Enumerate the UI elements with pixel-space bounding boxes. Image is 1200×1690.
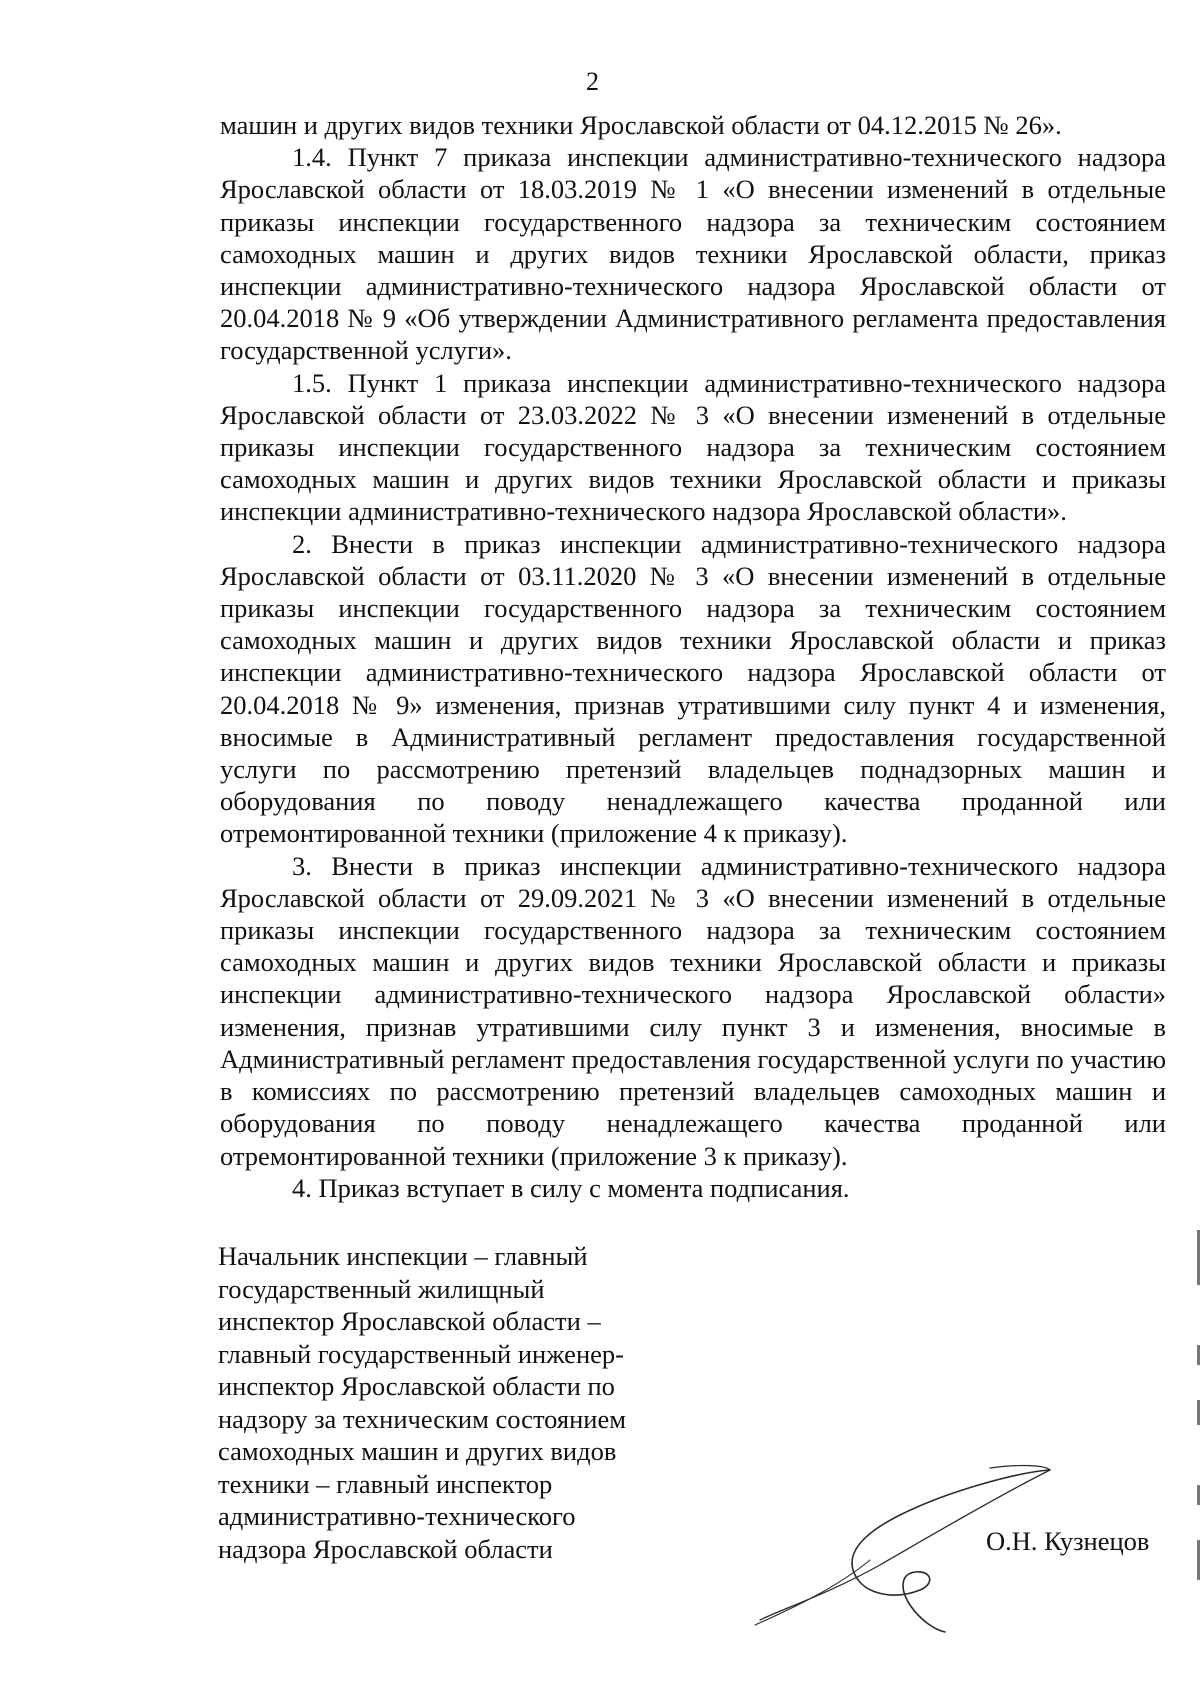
signatory-title-line: инспектор Ярославской области –: [218, 1306, 601, 1336]
paragraph-4: 4. Приказ вступает в силу с момента подписания.: [292, 1172, 850, 1203]
signatory-title-line: главный государственный инженер-: [218, 1338, 624, 1369]
paragraph-continuation: машин и других видов техники Ярославской области от 04.12.2015 № 26».: [220, 110, 1062, 140]
signatory-name: О.Н. Кузнецов: [986, 1526, 1150, 1556]
paragraph-1-4: 1.4. Пункт 7 приказа инспекции административно-технического надзора Ярославской области от 18.03.2019 № 1 «О внесении изменений в отдельные приказы инспекции государственного надзора за техническим состоянием самоходных машин и других видов техники Ярославской области, приказ инспекции административно-технического надзора Ярославской области от 20.04.2018 № 9 «Об утверждении Административного регламента предоставления государственной услуги».: [220, 142, 1166, 366]
document-body: [220, 109, 1166, 1204]
signatory-title-line: техники – главный инспектор: [218, 1468, 553, 1499]
paragraph-2: 2. Внести в приказ инспекции административно-технического надзора Ярославской области от 03.11.2020 № 3 «О внесении изменений в отдельные приказы инспекции государственного надзора за техническим состоянием самоходных машин и других видов техники Ярославской области и приказ инспекции административно-технического надзора Ярославской области от 20.04.2018 № 9» изменения, признав утратившими силу пункт 4 и изменения, вносимые в Административный регламент предоставления государственной услуги по рассмотрению претензий владельцев поднадзорных машин и оборудования по поводу ненадлежащего качества проданной или отремонтированной техники (приложение 4 к приказу).: [220, 528, 1166, 849]
signatory-title-line: самоходных машин и других видов: [218, 1436, 617, 1466]
signatory-title-line: административно-технического: [218, 1501, 576, 1531]
paragraph-3: 3. Внести в приказ инспекции административно-технического надзора Ярославской области от 29.09.2021 № 3 «О внесении изменений в отдельные приказы инспекции государственного надзора за техническим состоянием самоходных машин и других видов техники Ярославской области и приказы инспекции административно-технического надзора Ярославской области» изменения, признав утратившими силу пункт 3 и изменения, вносимые в Административный регламент предоставления государственной услуги по участию в комиссиях по рассмотрению претензий владельцев самоходных машин и оборудования по поводу ненадлежащего качества проданной или отремонтированной техники (приложение 3 к приказу).: [220, 850, 1166, 1171]
signatory-title-line: надзору за техническим состоянием: [218, 1403, 627, 1434]
signatory-title-line: надзора Ярославской области: [218, 1533, 553, 1564]
signatory-title-line: инспектор Ярославской области по: [218, 1371, 615, 1401]
signatory-title-line: Начальник инспекции – главный: [218, 1241, 588, 1271]
page-number: 2: [586, 67, 599, 96]
signatory-title: [218, 1240, 678, 1565]
paragraph-1-5: 1.5. Пункт 1 приказа инспекции административно-технического надзора Ярославской области от 23.03.2022 № 3 «О внесении изменений в отдельные приказы инспекции государственного надзора за техническим состоянием самоходных машин и других видов техники Ярославской области и приказы инспекции административно-технического надзора Ярославской области».: [220, 367, 1166, 527]
signatory-title-line: государственный жилищный: [218, 1273, 545, 1304]
